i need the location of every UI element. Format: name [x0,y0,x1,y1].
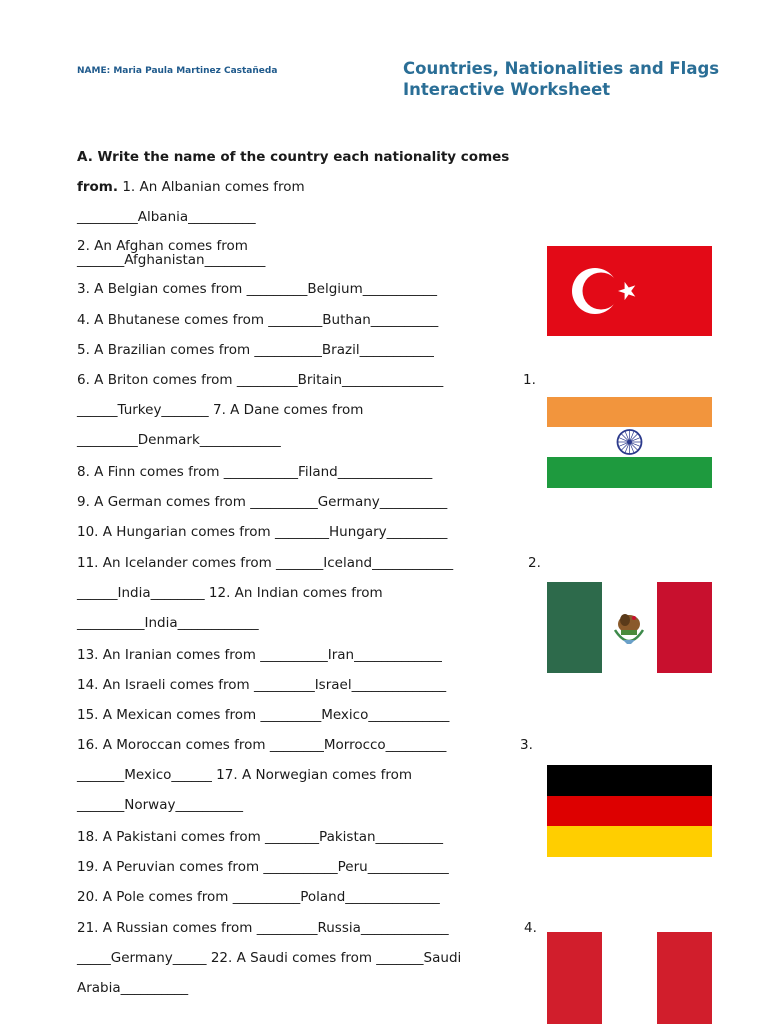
question-line: 9. A German comes from __________Germany__________ [77,494,448,510]
question-line: _______Norway__________ [77,797,243,813]
question-line: 10. A Hungarian comes from ________Hungary_________ [77,524,448,540]
question-line: 4. A Bhutanese comes from ________Buthan__________ [77,312,439,328]
flag-number: 1. [523,372,536,388]
flag-number: 2. [528,555,541,571]
flag-number: 3. [520,737,533,753]
title-line-1: Countries, Nationalities and Flags [403,59,720,78]
section-heading-cont: from. [77,179,119,195]
title-line-2: Interactive Worksheet [403,80,611,99]
section-heading: A. Write the name of the country each nationality comes [77,149,510,165]
question-line: 6. A Briton comes from _________Britain_______________ [77,372,444,388]
question-line [77,179,305,195]
question-line: 20. A Pole comes from __________Poland______________ [77,889,440,905]
question-line: 21. A Russian comes from _________Russia_____________ [77,920,449,936]
question-line: __________India____________ [77,615,259,631]
ashoka-chakra-icon [618,430,642,454]
question-line: 3. A Belgian comes from _________Belgium___________ [77,281,437,297]
question-line: _____Germany_____ 22. A Saudi comes from _______Saudi [77,950,462,966]
student-name: NAME: Maria Paula Martinez Castañeda [77,66,278,76]
question-line: ______Turkey_______ 7. A Dane comes from [77,402,364,418]
germany-flag [547,765,712,857]
india-flag [547,397,712,488]
question-line: _______Afghanistan_________ [77,252,266,268]
question-line: 8. A Finn comes from ___________Filand______________ [77,464,433,480]
peru-flag [547,932,712,1024]
turkey-flag [547,246,712,336]
question-line: Arabia__________ [77,980,189,996]
question-line: 14. An Israeli comes from _________Israel______________ [77,677,447,693]
mexico-flag [547,582,712,673]
flag-number: 4. [524,920,537,936]
worksheet-title [403,58,719,100]
question-line: 5. A Brazilian comes from __________Brazil___________ [77,342,434,358]
question-line: 19. A Peruvian comes from ___________Peru____________ [77,859,449,875]
question-line: 16. A Moroccan comes from ________Morrocco_________ [77,737,447,753]
question-line: _________Albania__________ [77,209,256,225]
question-line: 13. An Iranian comes from __________Iran_____________ [77,647,442,663]
question-line: _______Mexico______ 17. A Norwegian comes from [77,767,413,783]
question-line: 2. An Afghan comes from [77,238,248,254]
question-text: 1. An Albanian comes from [122,179,305,195]
question-line: _________Denmark____________ [77,432,281,448]
question-line: 18. A Pakistani comes from ________Pakistan__________ [77,829,444,845]
question-line: ______India________ 12. An Indian comes from [77,585,383,601]
question-line: 11. An Icelander comes from _______Iceland____________ [77,555,454,571]
question-line: 15. A Mexican comes from _________Mexico____________ [77,707,450,723]
